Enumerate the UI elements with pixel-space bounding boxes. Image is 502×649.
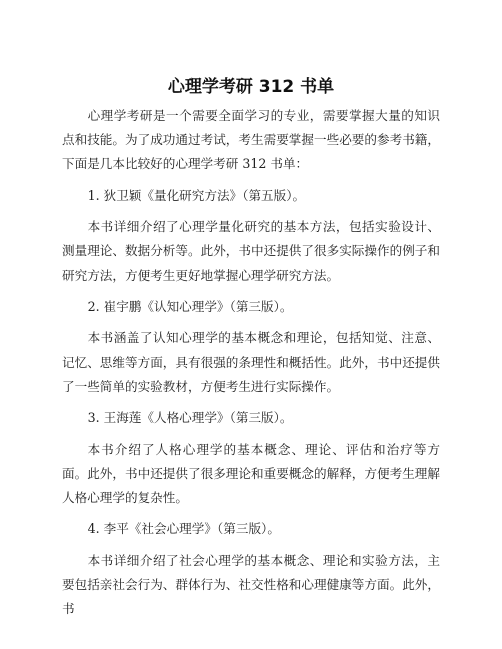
book-description-2: 本书涵盖了认知心理学的基本概念和理论，包括知觉、注意、记忆、思维等方面，具有很强的条理性和概括性。此外，书中还提供了一些简单的实验教材，方便考生进行实际操作。 [62,330,440,394]
document-body [62,104,440,629]
book-description-1: 本书详细介绍了心理学量化研究的基本方法，包括实验设计、测量理论、数据分析等。此外，书中还提供了很多实际操作的例子和研究方法，方便考生更好地掌握心理学研究方法。 [62,219,440,283]
book-heading-3: 3. 王海莲《人格心理学》（第三版）。 [87,410,293,426]
book-heading-4: 4. 李平《社会心理学》（第三版）。 [87,521,280,537]
book-description-3: 本书介绍了人格心理学的基本概念、理论、评估和治疗等方面。此外，书中还提供了很多理论和重要概念的解释，方便考生理解人格心理学的复杂性。 [62,441,440,505]
document-title: 心理学考研 312 书单 [167,77,335,97]
intro-paragraph: 心理学考研是一个需要全面学习的专业，需要掌握大量的知识点和技能。为了成功通过考试，考生需要掌握一些必要的参考书籍，下面是几本比较好的心理学考研 312 书单： [62,108,440,172]
book-heading-1: 1. 狄卫颖《量化研究方法》（第五版）。 [87,187,306,203]
book-description-4: 本书详细介绍了社会心理学的基本概念、理论和实验方法，主要包括亲社会行为、群体行为、社交性格和心理健康等方面。此外，书 [62,552,440,617]
book-heading-2: 2. 崔宇鹏《认知心理学》（第三版）。 [87,298,293,314]
